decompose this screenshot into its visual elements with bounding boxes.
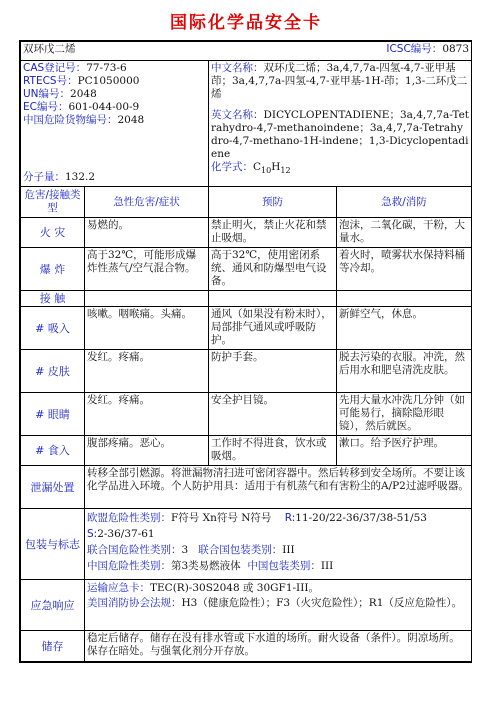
hazard-row-explosion: 爆 炸 高于32℃，可能形成爆炸性蒸气/空气混合物。 高于32℃，使用密闭系统、通风和防爆型电气设备。 着火时，喷雾状水保持料桶等冷却。 (21, 248, 472, 291)
s-phrases: S:2-36/37-61 (87, 528, 155, 540)
hazard-row-exposure: 接 触 (21, 291, 472, 307)
icsc-number: ICSC编号：0873 (386, 43, 470, 55)
cn-class: 中国危险性类别：第3类易燃液体 中国包装类别：III (87, 560, 334, 572)
identity-row (21, 61, 472, 187)
hazard-row-eyes: # 眼睛 发红。疼痛。 安全护目镜。 先用大量水冲洗几分钟（如可能易行，摘除隐形眼镜），然后就医。 (21, 393, 472, 436)
un-class: 联合国危险性类别：3 联合国包装类别：III (87, 544, 295, 556)
id-ec: EC编号：601-044-00-9 (23, 101, 140, 113)
storage-text: 稳定后储存。储存在没有排水管或下水道的场所。耐火设备（条件）。阴凉场所。保存在暗处。与强氧化剂分开存放。 (85, 631, 472, 662)
id-rtecs: RTECS号：PC1050000 (23, 75, 140, 87)
spill-text: 转移全部引燃源。将泄漏物清扫进可密闭容器中。然后转移到安全场所。不要让该化学品进入环境。个人防护用具：适用于有机蒸气和有害粉尘的A/P2过滤呼吸器。 (85, 466, 472, 509)
spill-label: 泄漏处置 (21, 466, 85, 509)
chemical-name: 双环戊二烯 (23, 43, 76, 55)
header-type: 危害/接触类型 (21, 187, 85, 218)
id-cn-dangerous-goods: 中国危险货物编号：2048 (23, 114, 145, 126)
emergency-label: 应急响应 (21, 580, 85, 631)
packaging-label: 包装与标志 (21, 509, 85, 580)
card-title: 国际化学品安全卡 (170, 13, 322, 33)
emergency-row (21, 580, 472, 631)
hazard-row-fire: 火 灾 易燃的。 禁止明火，禁止火花和禁止吸烟。 泡沫，二氧化碳，干粉，大量水。 (21, 218, 472, 248)
id-cas: CAS登记号：77-73-6 (23, 62, 127, 74)
hazard-header-row (21, 187, 472, 218)
spill-row (21, 466, 472, 509)
header-firstaid: 急救/消防 (337, 187, 472, 218)
header-acute: 急性危害/症状 (85, 187, 209, 218)
name-row (21, 42, 472, 61)
hazard-row-inhalation: # 吸入 咳嗽。咽喉痛。头痛。 通风（如果没有粉末时），局部排气通风或呼吸防护。 新鲜空气，休息。 (21, 307, 472, 350)
transport-card: 运输应急卡：TEC(R)-30S2048 或 30GF1-III。 (87, 582, 320, 594)
safety-card (19, 40, 472, 663)
eu-class: 欧盟危险性类别：F符号 Xn符号 N符号 R:11-20/22-36/37/38-51/53 (87, 512, 427, 524)
storage-label: 储存 (21, 631, 85, 662)
english-names: 英文名称：DICYCLOPENTADIENE；3a,4,7,7a-Tetrahydro-4,7-methanoindene；3a,4,7,7a-Tetrahydro-4,7-methano-1H-indene；1,3-Dicyclopentadiene (211, 109, 470, 160)
storage-row (21, 631, 472, 662)
id-un: UN编号：2048 (23, 88, 97, 100)
packaging-row (21, 509, 472, 580)
hazard-row-ingestion: # 食入 腹部疼痛。恶心。 工作时不得进食，饮水或吸烟。 漱口。给予医疗护理。 (21, 436, 472, 466)
chinese-names: 中文名称：双环戊二烯；3a,4,7,7a-四氢-4,7-亚甲基茚；3a,4,7,7a-四氢-4,7-亚甲基-1H-茚；1,3-二环戊二烯 (211, 62, 468, 100)
header-prevention: 预防 (209, 187, 337, 218)
card-table (20, 41, 472, 662)
formula: 化学式：$C_{10}H_{12}$ (211, 161, 291, 176)
molecular-weight: 分子量：132.2 (23, 171, 96, 183)
hazard-row-skin: # 皮肤 发红。疼痛。 防护手套。 脱去污染的衣服。冲洗，然后用水和肥皂清洗皮肤。 (21, 350, 472, 393)
nfpa-code: 美国消防协会法规：H3（健康危险性）；F3（火灾危险性）；R1（反应危险性）。 (87, 597, 463, 609)
